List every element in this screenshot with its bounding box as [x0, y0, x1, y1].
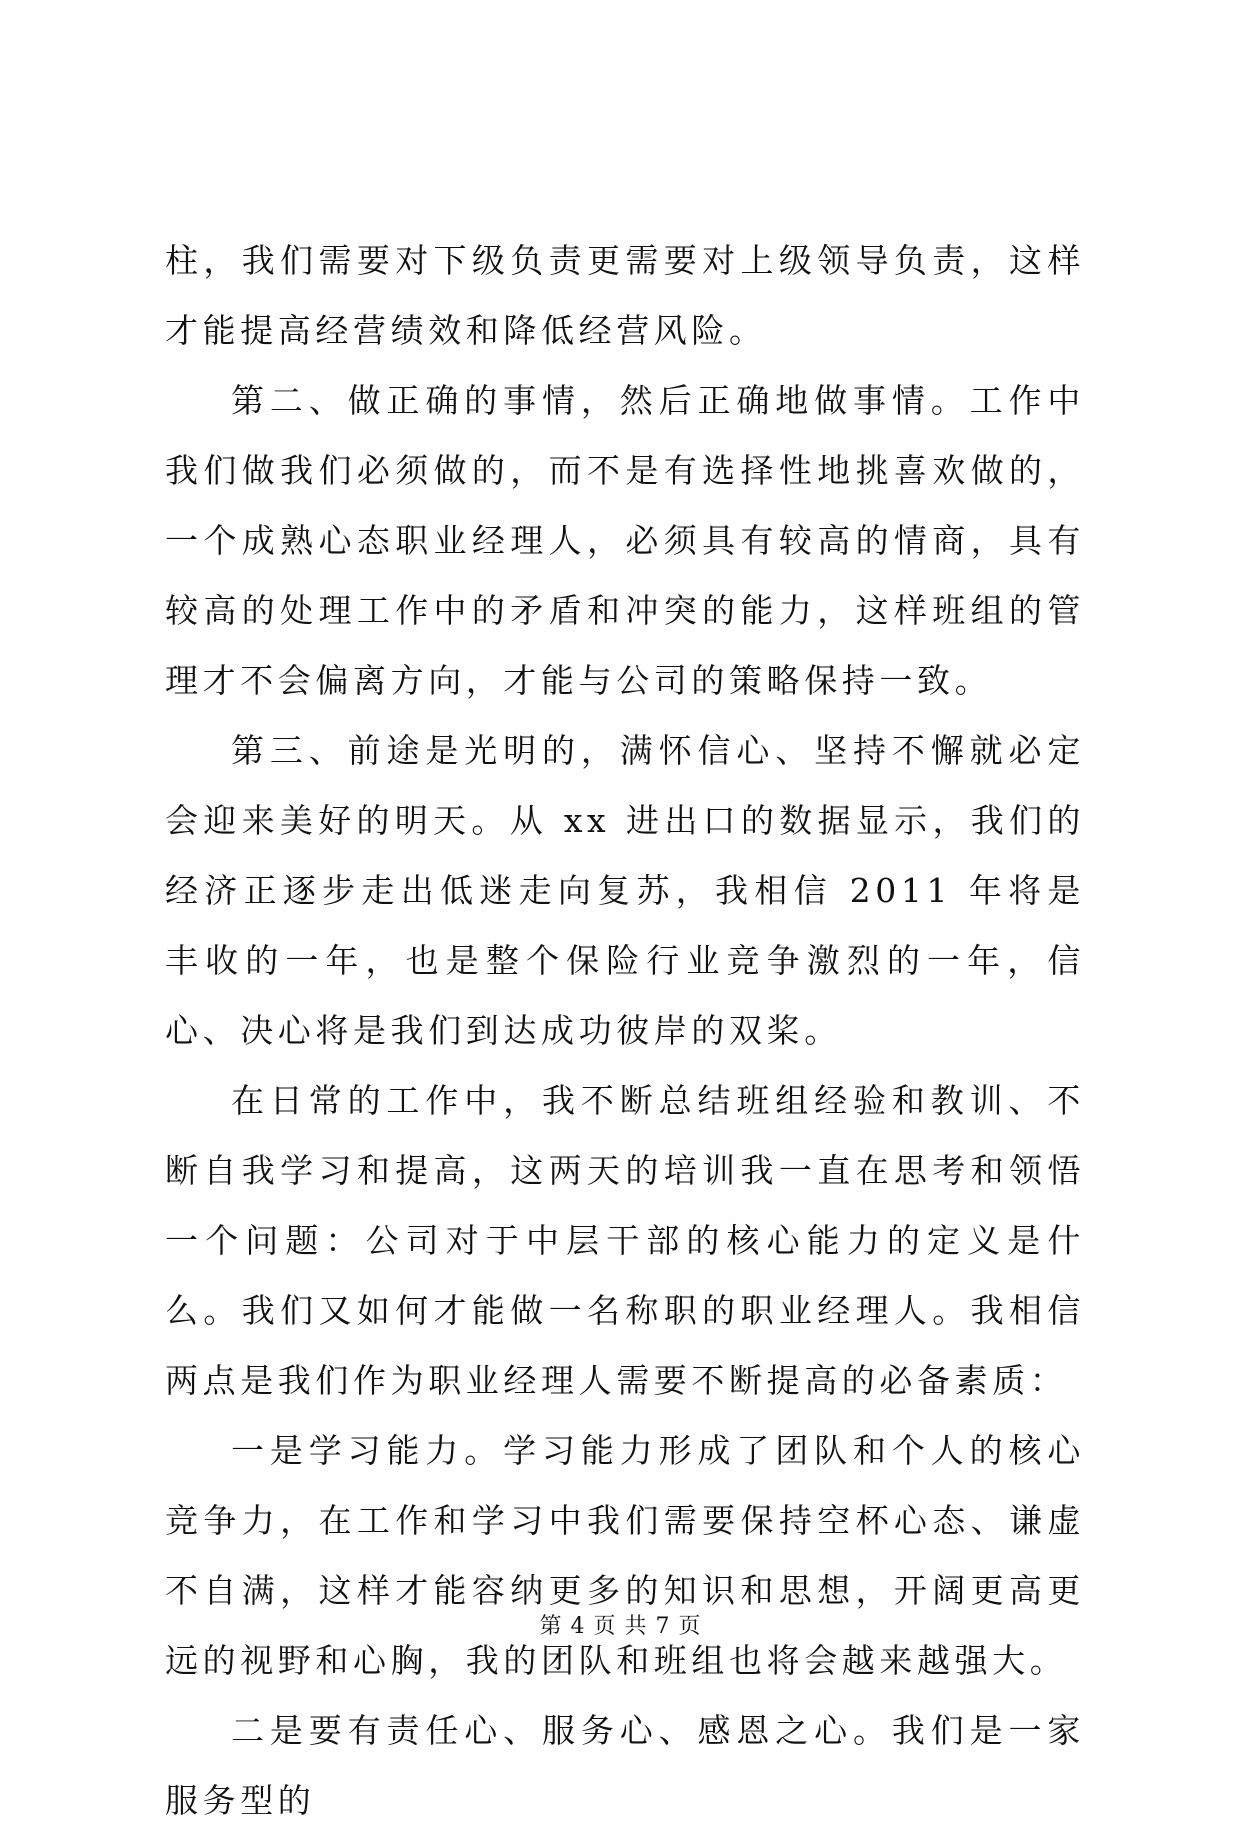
paragraph-4: 在日常的工作中，我不断总结班组经验和教训、不断自我学习和提高，这两天的培训我一直在思考和领悟一个问题：公司对于中层干部的核心能力的定义是什么。我们又如何才能做一名称职的职业经理人。我相信两点是我们作为职业经理人需要不断提高的必备素质： [165, 1081, 1085, 1400]
paragraph-5: 一是学习能力。学习能力形成了团队和个人的核心竞争力，在工作和学习中我们需要保持空杯心态、谦虚不自满，这样才能容纳更多的知识和思想，开阔更高更远的视野和心胸，我的团队和班组也将会越来越强大。 [165, 1431, 1085, 1680]
paragraph-3: 第三、前途是光明的，满怀信心、坚持不懈就必定会迎来美好的明天。从 xx 进出口的数据显示，我们的经济正逐步走出低迷走向复苏，我相信 2011 年将是丰收的一年，也是整个保险行业竞争激烈的一年，信心、决心将是我们到达成功彼岸的双桨。 [165, 731, 1085, 1050]
page-number-footer: 第 4 页 共 7 页 [539, 1614, 702, 1639]
paragraph-6: 二是要有责任心、服务心、感恩之心。我们是一家服务型的 [165, 1711, 1085, 1820]
paragraph-1: 柱，我们需要对下级负责更需要对上级领导负责，这样才能提高经营绩效和降低经营风险。 [165, 241, 1085, 350]
paragraph-2: 第二、做正确的事情，然后正确地做事情。工作中我们做我们必须做的，而不是有选择性地挑喜欢做的，一个成熟心态职业经理人，必须具有较高的情商，具有较高的处理工作中的矛盾和冲突的能力，这样班组的管理才不会偏离方向，才能与公司的策略保持一致。 [165, 381, 1085, 700]
document-body [165, 226, 1085, 1836]
